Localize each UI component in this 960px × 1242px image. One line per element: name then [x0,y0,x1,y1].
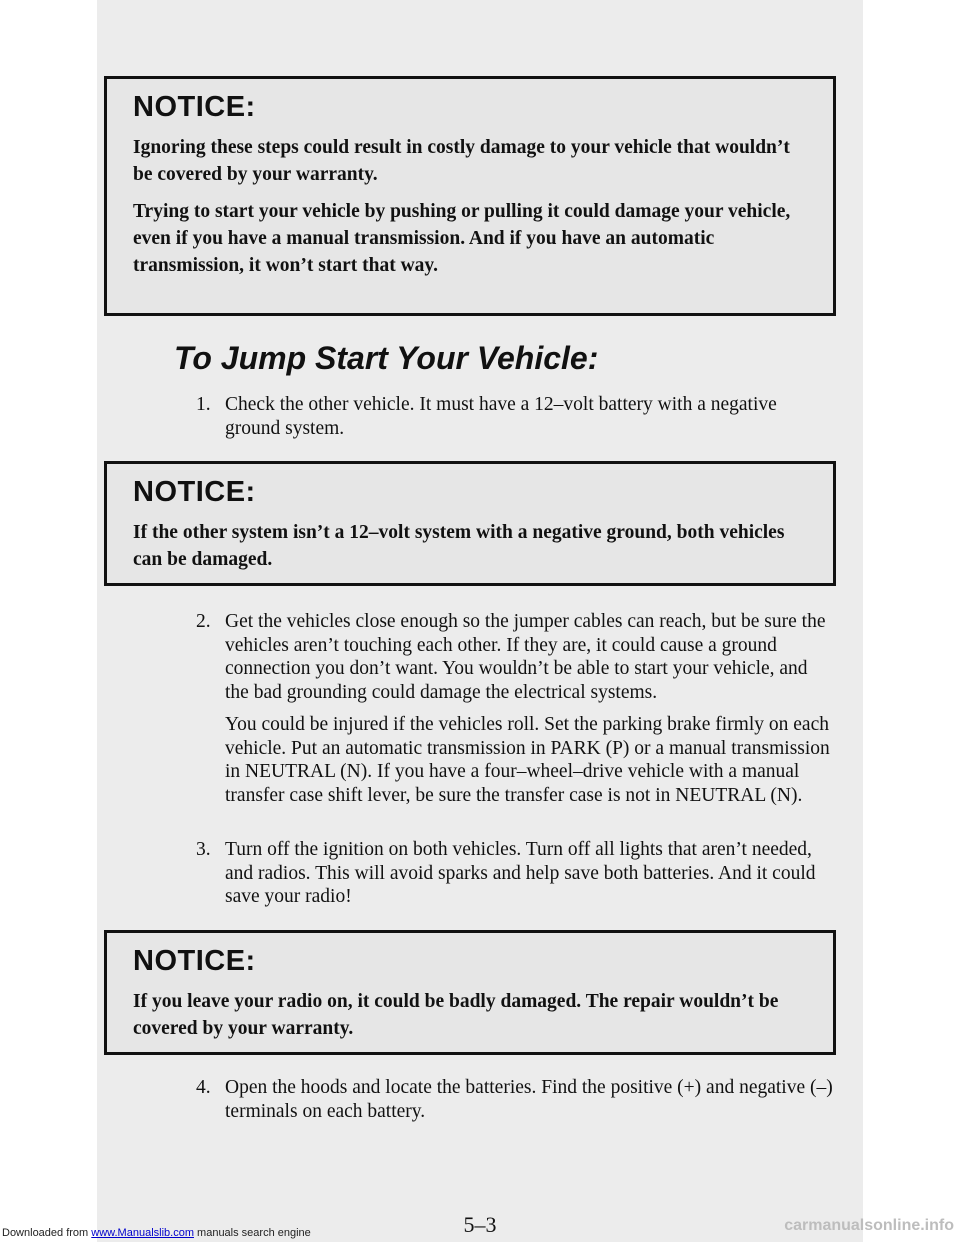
notice-box-warranty [104,76,836,316]
step-1 [196,393,836,440]
step-number: 4. [196,1077,211,1098]
step-text: Check the other vehicle. It must have a 12–volt battery with a negative ground system. [225,394,777,439]
page-number: 5–3 [463,1212,497,1237]
notice-box-radio [104,930,836,1055]
step-2 [196,610,836,807]
step-number: 2. [196,611,211,632]
notice-text: Ignoring these steps could result in costly damage to your vehicle that wouldn’t be covered by your warranty. [133,137,790,185]
notice-text: If the other system isn’t a 12–volt system with a negative ground, both vehicles can be damaged. [133,522,785,570]
footer-suffix: manuals search engine [193,1227,311,1239]
step-text: Open the hoods and locate the batteries. Find the positive (+) and negative (–) terminals on each battery. [225,1077,833,1122]
notice-title: NOTICE: [133,91,256,123]
footer-prefix: Downloaded from [2,1227,92,1239]
download-footer [2,1227,311,1239]
step-3 [196,838,836,909]
notice-box-ground [104,461,836,586]
step-text: Turn off the ignition on both vehicles. Turn off all lights that aren’t needed, and radios. This will avoid sparks and help save both batteries. And it could save your radio! [225,839,816,907]
manualslib-link[interactable]: www.Manualslib.com [91,1227,194,1239]
step-4 [196,1076,836,1123]
step-number: 3. [196,839,211,860]
notice-title: NOTICE: [133,945,256,977]
watermark: carmanualsonline.info [784,1217,954,1234]
step-text: You could be injured if the vehicles roll. Set the parking brake firmly on each vehicle. Put an automatic transmission in PARK (P) or a manual transmission in NEUTRAL (N). If you have a four–wheel–drive vehicle with a manual transfer case shift lever, be sure the transfer case is not in NEUTRAL (N). [225,714,830,806]
step-text: Get the vehicles close enough so the jumper cables can reach, but be sure the vehicles aren’t touching each other. If they are, it could cause a ground connection you don’t want. You wouldn’t be able to start your vehicle, and the bad grounding could damage the electrical systems. [225,611,826,703]
notice-text: If you leave your radio on, it could be badly damaged. The repair wouldn’t be covered by your warranty. [133,991,779,1039]
step-number: 1. [196,394,211,415]
notice-title: NOTICE: [133,476,256,508]
section-heading: To Jump Start Your Vehicle: [174,340,599,376]
notice-text: Trying to start your vehicle by pushing or pulling it could damage your vehicle, even if you have a manual transmission. And if you have an automatic transmission, it won’t start that way. [133,201,791,276]
